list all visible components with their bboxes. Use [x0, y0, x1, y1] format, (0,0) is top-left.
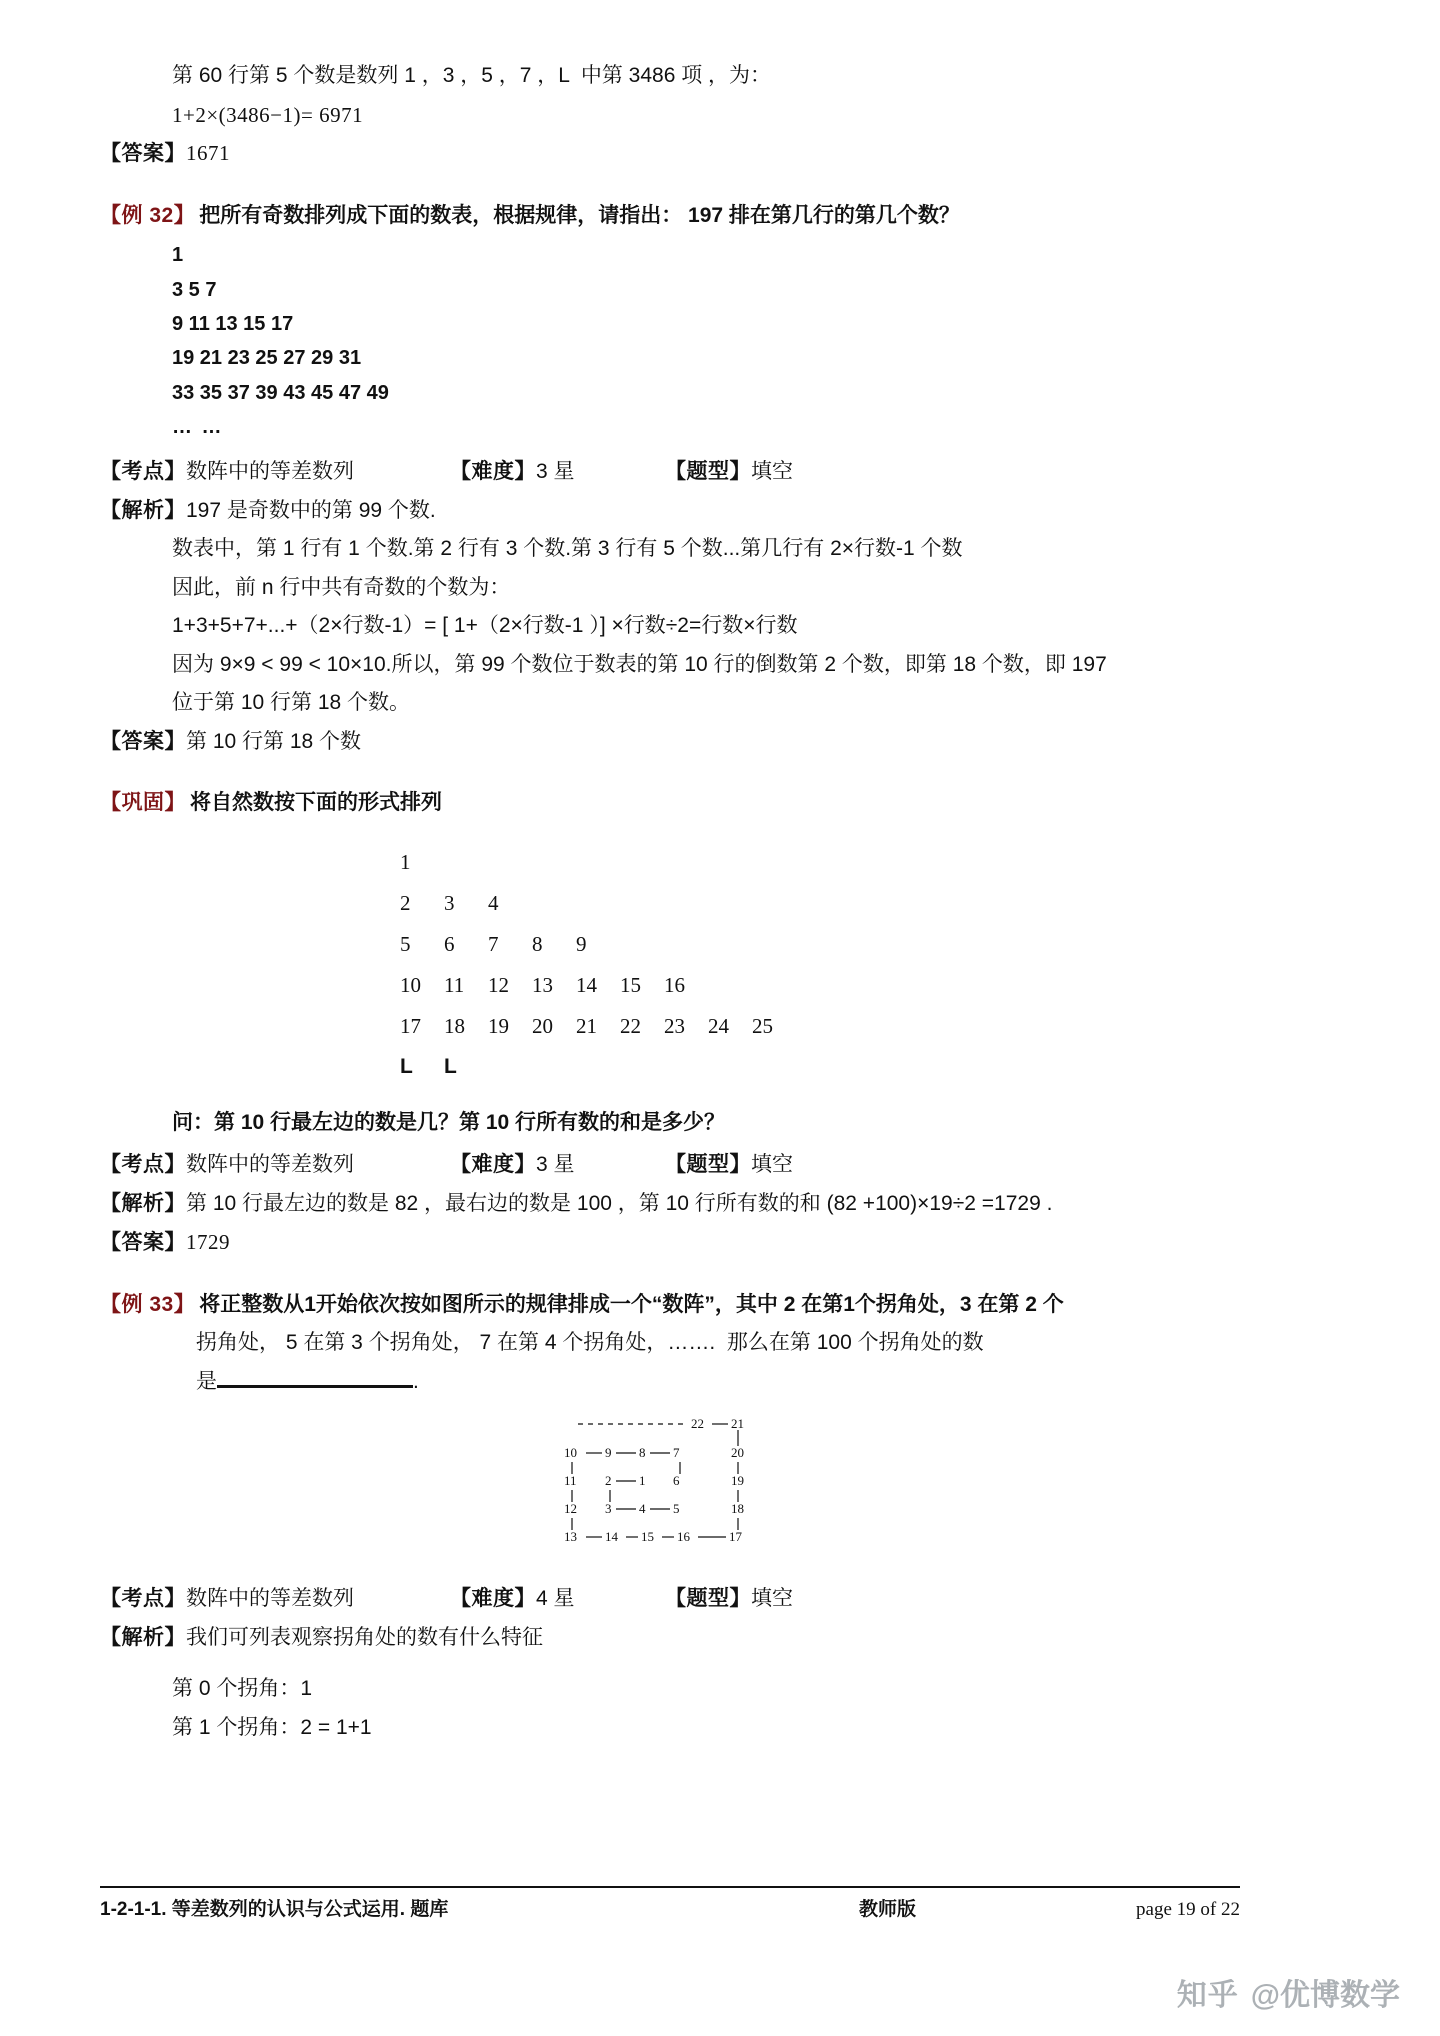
- jiexi-tag: 【解析】: [100, 498, 186, 522]
- tixing-tag: 【题型】: [665, 459, 751, 483]
- tixing-value: 填空: [751, 1587, 793, 1611]
- footer-edition-label: 教师版: [859, 1899, 917, 1920]
- answer-value: 1729: [186, 1230, 230, 1255]
- answer-tag: 【答案】: [100, 1231, 186, 1255]
- nandu-value: 3 星: [536, 1152, 575, 1176]
- odd-table-row: 9 11 13 15 17: [172, 313, 294, 336]
- continuation-text-1: 第 60 行第 5 个数是数列 1 ，3 ，5 ，7 ，L 中第 3486 项 ，为：: [172, 64, 772, 87]
- example33-spiral-diagram: [100, 1412, 1240, 1572]
- example32-odd-number-table: [172, 238, 1240, 444]
- gonggu-tixing: [665, 1148, 793, 1178]
- nandu-value: 4 星: [536, 1587, 575, 1611]
- odd-table-row: 33 35 37 39 43 45 47 49: [172, 381, 389, 404]
- nat-row: [400, 842, 444, 883]
- spiral-number-3: 3: [605, 1501, 612, 1517]
- example33-meta-row: [100, 1582, 1240, 1612]
- example32-jiexi-line-5: [172, 649, 1240, 682]
- jiexi-text: 第 10 行最左边的数是 82 ，最右边的数是 100 ，第 10 行所有数的和 (82 +100)×19÷2 =1729 .: [186, 1191, 1053, 1215]
- example33-tixing: [665, 1582, 793, 1612]
- nat-cell: 11: [444, 972, 465, 997]
- nat-cell: 9: [576, 931, 587, 956]
- nat-cell: 15: [620, 972, 641, 997]
- spiral-number-18: 18: [731, 1501, 744, 1517]
- jiexi-line-1: 197 是奇数中的第 99 个数.: [186, 498, 436, 522]
- answer-value: 第 10 行第 18 个数: [186, 729, 362, 753]
- spiral-number-13: 13: [564, 1529, 577, 1545]
- odd-table-ellipsis: … …: [172, 416, 224, 439]
- spiral-number-17: 17: [729, 1529, 742, 1545]
- nat-cell: 21: [576, 1013, 597, 1038]
- gonggu-heading: [100, 786, 1240, 820]
- zhihu-author-handle: @优博数学: [1250, 1979, 1400, 2012]
- gonggu-answer-row: [100, 1226, 1240, 1260]
- spiral-number-8: 8: [639, 1445, 646, 1461]
- kaodian-value: 数阵中的等差数列: [186, 1587, 354, 1611]
- kaodian-tag: 【考点】: [100, 459, 186, 483]
- jiexi-text: 数表中，第 1 行有 1 个数.第 2 行有 3 个数.第 3 行有 5 个数...第几行有 2×行数-1 个数: [172, 537, 963, 561]
- example32-kaodian: [100, 455, 450, 485]
- nat-cell: 18: [444, 1013, 465, 1038]
- nat-cell: 25: [752, 1013, 773, 1038]
- nat-row: [400, 924, 620, 965]
- example33-jiexi-row: [100, 1622, 1240, 1655]
- nat-cell: 3: [444, 890, 455, 915]
- spiral-number-16: 16: [677, 1529, 690, 1545]
- nat-cell: 19: [488, 1013, 509, 1038]
- example33-blank-suffix: .: [413, 1369, 419, 1393]
- spiral-number-19: 19: [731, 1473, 744, 1489]
- spiral-number-12: 12: [564, 1501, 577, 1517]
- spiral-number-1: 1: [639, 1473, 646, 1489]
- tixing-value: 填空: [751, 459, 793, 483]
- gonggu-question: 将自然数按下面的形式排列: [190, 791, 442, 815]
- nat-cell: 22: [620, 1013, 641, 1038]
- example33-question-line-2: [196, 1327, 1240, 1360]
- odd-table-row: 1: [172, 244, 184, 267]
- jiexi-text: 位于第 10 行第 18 个数。: [172, 691, 411, 715]
- example33-question-text: 拐角处， 5 在第 3 个拐角处， 7 在第 4 个拐角处，……. 那么在第 100 个拐角处的数: [196, 1331, 984, 1355]
- nat-cell: 10: [400, 972, 421, 997]
- answer-blank-field[interactable]: [217, 1385, 413, 1388]
- nat-row: [400, 965, 708, 1006]
- gonggu-meta-row: [100, 1148, 1240, 1178]
- example33-corner-line-2: [172, 1712, 1240, 1745]
- kaodian-value: 数阵中的等差数列: [186, 1152, 354, 1176]
- example33-tag: 【例 33】: [100, 1292, 196, 1316]
- gonggu-kaodian: [100, 1148, 450, 1178]
- gonggu-jiexi-row: [100, 1188, 1240, 1221]
- example33-heading: [100, 1288, 1240, 1322]
- spiral-number-14: 14: [605, 1529, 618, 1545]
- corner-text: 第 0 个拐角：1: [172, 1676, 313, 1700]
- jiexi-formula-text: 1+3+5+7+...+（2×行数-1）= [ 1+（2×行数-1 ）] ×行数÷2=行数×行数: [172, 614, 798, 638]
- footer-document-title: 1-2-1-1. 等差数列的认识与公式运用. 题库: [100, 1899, 449, 1920]
- page-footer: [100, 1886, 1240, 1921]
- nandu-tag: 【难度】: [450, 1587, 536, 1611]
- kaodian-tag: 【考点】: [100, 1587, 186, 1611]
- nat-cell: 5: [400, 931, 411, 956]
- example32-nandu: [450, 455, 665, 485]
- nat-cell: 12: [488, 972, 509, 997]
- zhihu-watermark: [1177, 1970, 1400, 2014]
- spiral-number-5: 5: [673, 1501, 680, 1517]
- example32-answer-row: [100, 726, 1240, 759]
- example32-jiexi-line-3: [172, 572, 1240, 605]
- nat-row: [400, 883, 532, 924]
- nat-cell: 7: [488, 931, 499, 956]
- spiral-number-22: 22: [691, 1416, 704, 1432]
- spiral-number-6: 6: [673, 1473, 680, 1489]
- gonggu-ask-line: 问：第 10 行最左边的数是几？第 10 行所有数的和是多少？: [172, 1110, 726, 1134]
- kaodian-value: 数阵中的等差数列: [186, 459, 354, 483]
- nat-cell: 13: [532, 972, 553, 997]
- example33-kaodian: [100, 1582, 450, 1612]
- nat-cell: 24: [708, 1013, 729, 1038]
- corner-text: 第 1 个拐角：2 = 1+1: [172, 1715, 372, 1739]
- spiral-number-4: 4: [639, 1501, 646, 1517]
- example32-question: 把所有奇数排列成下面的数表，根据规律，请指出： 197 排在第几行的第几个数？: [199, 203, 960, 227]
- jiexi-text: 因为 9×9 < 99 < 10×10.所以，第 99 个数位于数表的第 10 行的倒数第 2 个数，即第 18 个数，即 197: [172, 652, 1107, 676]
- spiral-number-7: 7: [673, 1445, 680, 1461]
- nat-cell: L: [444, 1054, 457, 1078]
- kaodian-tag: 【考点】: [100, 1152, 186, 1176]
- continuation-formula: 1+2×(3486−1)= 6971: [172, 102, 364, 127]
- example33-nandu: [450, 1582, 665, 1612]
- nandu-value: 3 星: [536, 459, 575, 483]
- footer-divider: [100, 1886, 1240, 1888]
- answer-value: 1671: [186, 141, 230, 166]
- nat-row-ellipsis: [400, 1047, 488, 1088]
- nat-cell: 14: [576, 972, 597, 997]
- gonggu-tag: 【巩固】: [100, 791, 186, 815]
- odd-table-row: 3 5 7: [172, 278, 217, 301]
- example32-jiexi-formula: [172, 610, 1240, 643]
- gonggu-nandu: [450, 1148, 665, 1178]
- spiral-number-10: 10: [564, 1445, 577, 1461]
- example32-tixing: [665, 455, 793, 485]
- nat-cell: 20: [532, 1013, 553, 1038]
- example33-question-line-3: [196, 1366, 1240, 1399]
- continuation-line-1: [172, 60, 1240, 93]
- example32-tag: 【例 32】: [100, 203, 196, 227]
- nat-cell: 17: [400, 1013, 421, 1038]
- odd-table-row: 19 21 23 25 27 29 31: [172, 347, 362, 370]
- answer-tag: 【答案】: [100, 142, 186, 166]
- nat-cell: 4: [488, 890, 499, 915]
- zhihu-logo: 知乎: [1176, 1979, 1239, 2012]
- example33-question-line-1: 将正整数从1开始依次按如图所示的规律排成一个“数阵”，其中 2 在第1个拐角处，3 在第 2 个: [199, 1292, 1064, 1316]
- example32-jiexi-row: [100, 495, 1240, 528]
- nat-cell: 23: [664, 1013, 685, 1038]
- footer-page-number: page 19 of 22: [1136, 1899, 1240, 1920]
- nandu-tag: 【难度】: [450, 459, 536, 483]
- spiral-number-9: 9: [605, 1445, 612, 1461]
- spiral-number-20: 20: [731, 1445, 744, 1461]
- tixing-tag: 【题型】: [665, 1152, 751, 1176]
- example33-corner-line-1: [172, 1673, 1240, 1706]
- nandu-tag: 【难度】: [450, 1152, 536, 1176]
- example32-jiexi-line-2: [172, 533, 1240, 566]
- nat-cell: L: [400, 1054, 413, 1078]
- page-content: [100, 60, 1240, 1750]
- nat-cell: 8: [532, 931, 543, 956]
- continuation-answer-row: [100, 137, 1240, 171]
- nat-cell: 16: [664, 972, 685, 997]
- footer-row: [100, 1894, 1240, 1921]
- example32-heading: [100, 199, 1240, 233]
- answer-tag: 【答案】: [100, 729, 186, 753]
- jiexi-tag: 【解析】: [100, 1626, 186, 1650]
- tixing-value: 填空: [751, 1152, 793, 1176]
- tixing-tag: 【题型】: [665, 1587, 751, 1611]
- example32-jiexi-line-6: [172, 687, 1240, 720]
- number-spiral-svg: [560, 1412, 780, 1572]
- jiexi-tag: 【解析】: [100, 1191, 186, 1215]
- example33-blank-prefix: 是: [196, 1369, 217, 1393]
- example32-meta-row: [100, 455, 1240, 485]
- jiexi-text: 因此，前 n 行中共有奇数的个数为：: [172, 575, 511, 599]
- jiexi-text: 我们可列表观察拐角处的数有什么特征: [186, 1626, 543, 1650]
- spiral-number-2: 2: [605, 1473, 612, 1489]
- nat-cell: 2: [400, 890, 411, 915]
- nat-cell: 6: [444, 931, 455, 956]
- spiral-number-11: 11: [564, 1473, 577, 1489]
- nat-cell: 1: [400, 850, 411, 874]
- continuation-line-2: [172, 99, 1240, 132]
- nat-row: [400, 1006, 796, 1047]
- spiral-number-21: 21: [731, 1416, 744, 1432]
- gonggu-natural-number-triangle: [100, 842, 1240, 1088]
- spiral-number-15: 15: [641, 1529, 654, 1545]
